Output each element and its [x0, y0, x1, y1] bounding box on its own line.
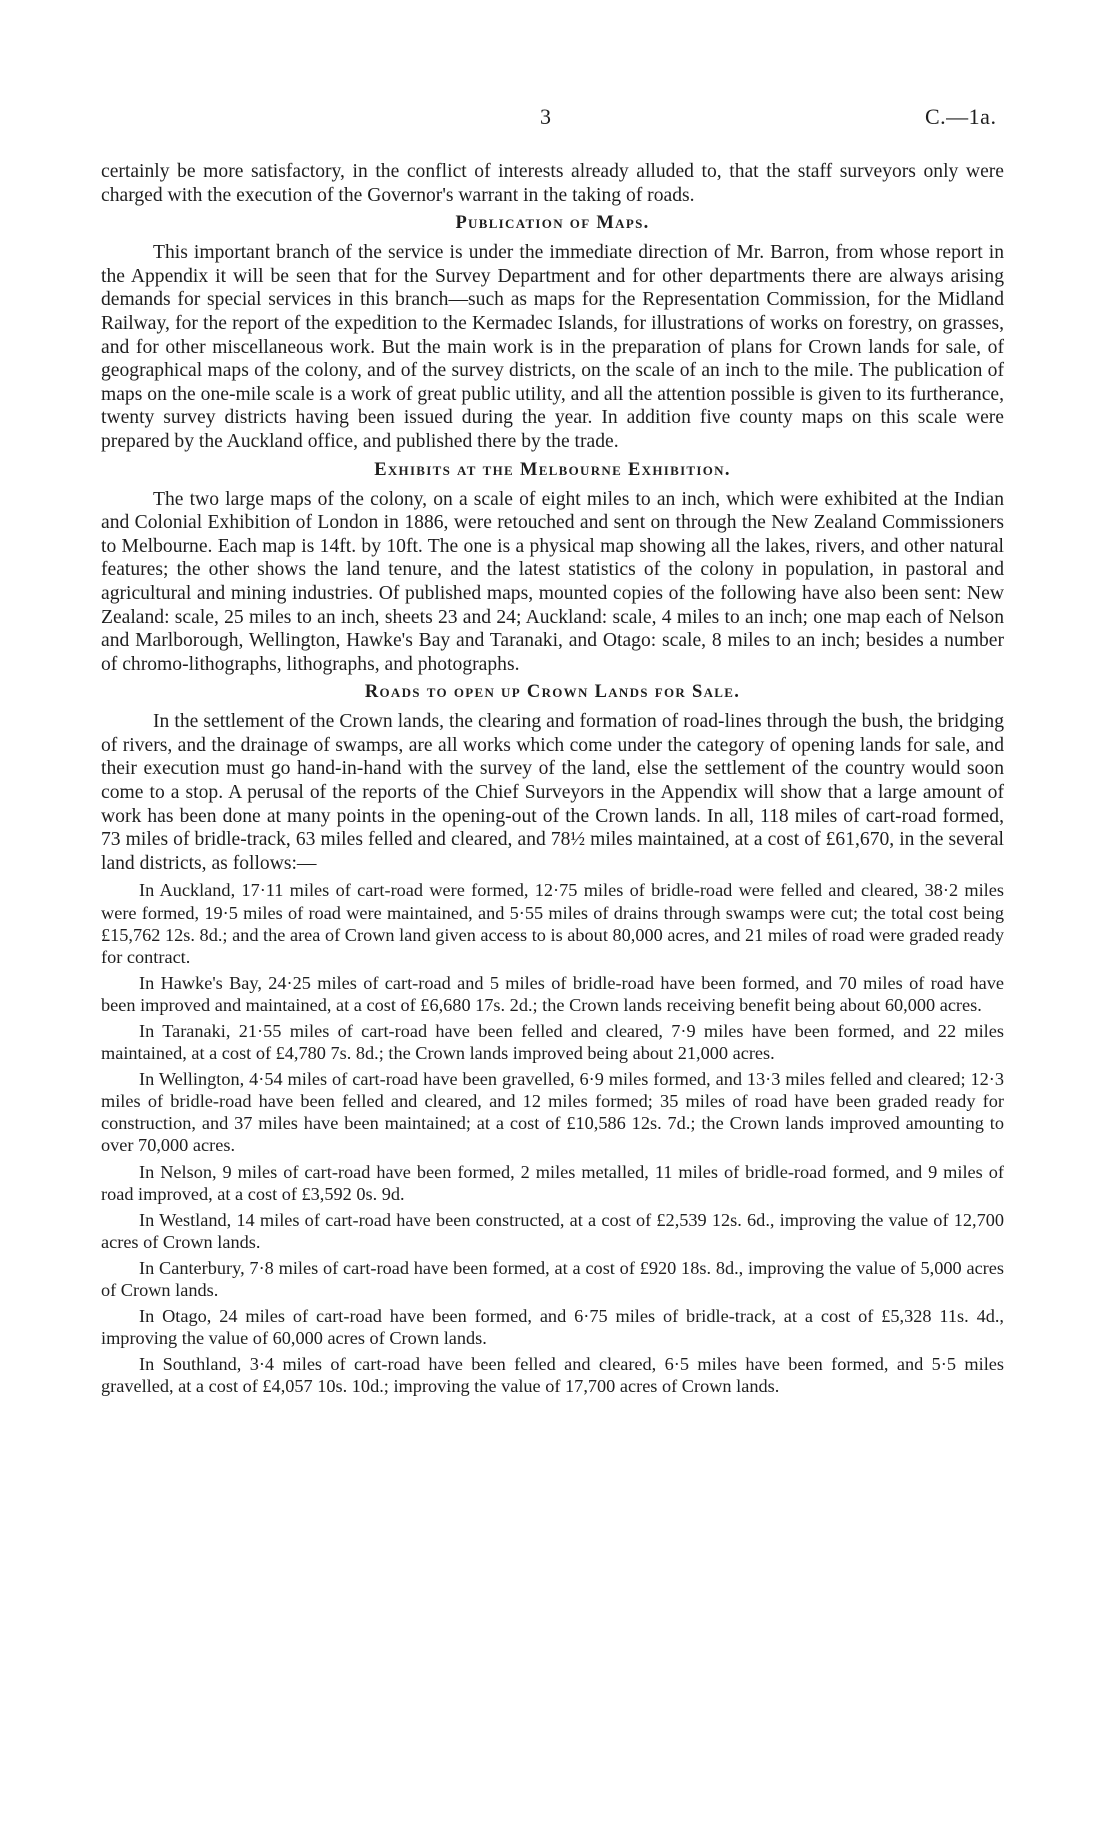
exhibition-paragraph: The two large maps of the colony, on a scale of eight miles to an inch, which were exhibited at the Indian and Colonial Exhibition of London in 1886, were retouched and sent on through the New Zealand Commissioners to Melbourne. Each map is 14ft. by 10ft. The one is a physical map showing all the lakes, rivers, and other natural features; the other shows the land tenure, and the latest statistics of the colony in population, in pastoral and agricultural and mining industries. Of published maps, mounted copies of the following have also been sent: New Zealand: scale, 25 miles to an inch, sheets 23 and 24; Auckland: scale, 4 miles to an inch; one map each of Nelson and Marlborough, Wellington, Hawke's Bay and Taranaki, and Otago: scale, 8 miles to an inch; besides a number of chromo-lithographs, lithographs, and photographs. — [101, 488, 1004, 675]
district-southland: In Southland, 3·4 miles of cart-road have been felled and cleared, 6·5 miles have been formed, and 5·5 miles gravelled, at a cost of £4,057 10s. 10d.; improving the value of 17,700 acres of Crown lands. — [101, 1354, 1004, 1397]
roads-paragraph: In the settlement of the Crown lands, the clearing and formation of road-lines through the bush, the bridging of rivers, and the drainage of swamps, are all works which come under the category of opening lands for sale, and their execution must go hand-in-hand with the survey of the land, else the settlement of the country would soon come to a stop. A perusal of the reports of the Chief Surveyors in the Appendix will show that a large amount of work has been done at many points in the opening-out of the Crown lands. In all, 118 miles of cart-road formed, 73 miles of bridle-track, 63 miles felled and cleared, and 78½ miles maintained, at a cost of £61,670, in the several land districts, as follows:— — [101, 711, 1004, 874]
district-otago: In Otago, 24 miles of cart-road have been formed, and 6·75 miles of bridle-track, at a cost of £5,328 11s. 4d., improving the value of 60,000 acres of Crown lands. — [101, 1306, 1004, 1349]
document-reference: C.—1a. — [925, 104, 997, 129]
district-westland: In Westland, 14 miles of cart-road have been constructed, at a cost of £2,539 12s. 6d., improving the value of 12,700 acres of Crown lands. — [101, 1209, 1004, 1252]
district-wellington: In Wellington, 4·54 miles of cart-road have been gravelled, 6·9 miles formed, and 13·3 miles felled and cleared; 12·3 miles of bridle-road have been felled and cleared, and 12 miles formed; 35 miles of road have been graded ready for construction, and 37 miles have been maintained; at a cost of £10,586 12s. 7d.; the Crown lands improved amounting to over 70,000 acres. — [101, 1069, 1004, 1156]
district-auckland: In Auckland, 17·11 miles of cart-road were formed, 12·75 miles of bridle-road were felled and cleared, 38·2 miles were formed, 19·5 miles of road were maintained, and 5·55 miles of drains through swamps were cut; the total cost being £15,762 12s. 8d.; and the area of Crown land given access to is about 80,000 acres, and 21 miles of road were graded ready for contract. — [101, 880, 1004, 967]
maps-paragraph: This important branch of the service is under the immediate direction of Mr. Barron, from whose report in the Appendix it will be seen that for the Survey Department and for other departments there are always arising demands for special services in this branch—such as maps for the Representation Commission, for the Midland Railway, for the report of the expedition to the Kermadec Islands, for illustrations of works on forestry, on grasses, and for other miscellaneous work. But the main work is in the preparation of plans for Crown lands for sale, of geographical maps of the colony, and of the survey districts, on the scale of an inch to the mile. The publication of maps on the one-mile scale is a work of great public utility, and all the attention possible is given to its furtherance, twenty survey districts having been issued during the year. In addition five county maps on this scale were prepared by the Auckland office, and published there by the trade. — [101, 242, 1004, 452]
intro-paragraph: certainly be more satisfactory, in the conflict of interests already alluded to, that the staff surveyors only were charged with the execution of the Governor's warrant in the taking of roads. — [101, 161, 1004, 206]
page-number: 3 — [540, 104, 551, 129]
district-nelson: In Nelson, 9 miles of cart-road have been formed, 2 miles metalled, 11 miles of bridle-road formed, and 9 miles of road improved, at a cost of £3,592 0s. 9d. — [101, 1161, 1004, 1204]
district-hawkes-bay: In Hawke's Bay, 24·25 miles of cart-road and 5 miles of bridle-road have been formed, and 70 miles of road have been improved and maintained, at a cost of £6,680 17s. 2d.; the Crown lands receiving benefit being about 60,000 acres. — [101, 972, 1004, 1015]
district-list — [101, 879, 1004, 1397]
district-canterbury: In Canterbury, 7·8 miles of cart-road have been formed, at a cost of £920 18s. 8d., improving the value of 5,000 acres of Crown lands. — [101, 1257, 1004, 1301]
section-heading-maps: Publication of Maps. — [455, 213, 650, 234]
section-heading-roads: Roads to open up Crown Lands for Sale. — [364, 682, 741, 703]
page-content — [101, 160, 1004, 1398]
section-heading-exhibition: Exhibits at the Melbourne Exhibition. — [374, 459, 731, 480]
district-taranaki: In Taranaki, 21·55 miles of cart-road have been felled and cleared, 7·9 miles have been formed, and 22 miles maintained, at a cost of £4,780 7s. 8d.; the Crown lands improved being about 21,000 acres. — [101, 1021, 1004, 1064]
